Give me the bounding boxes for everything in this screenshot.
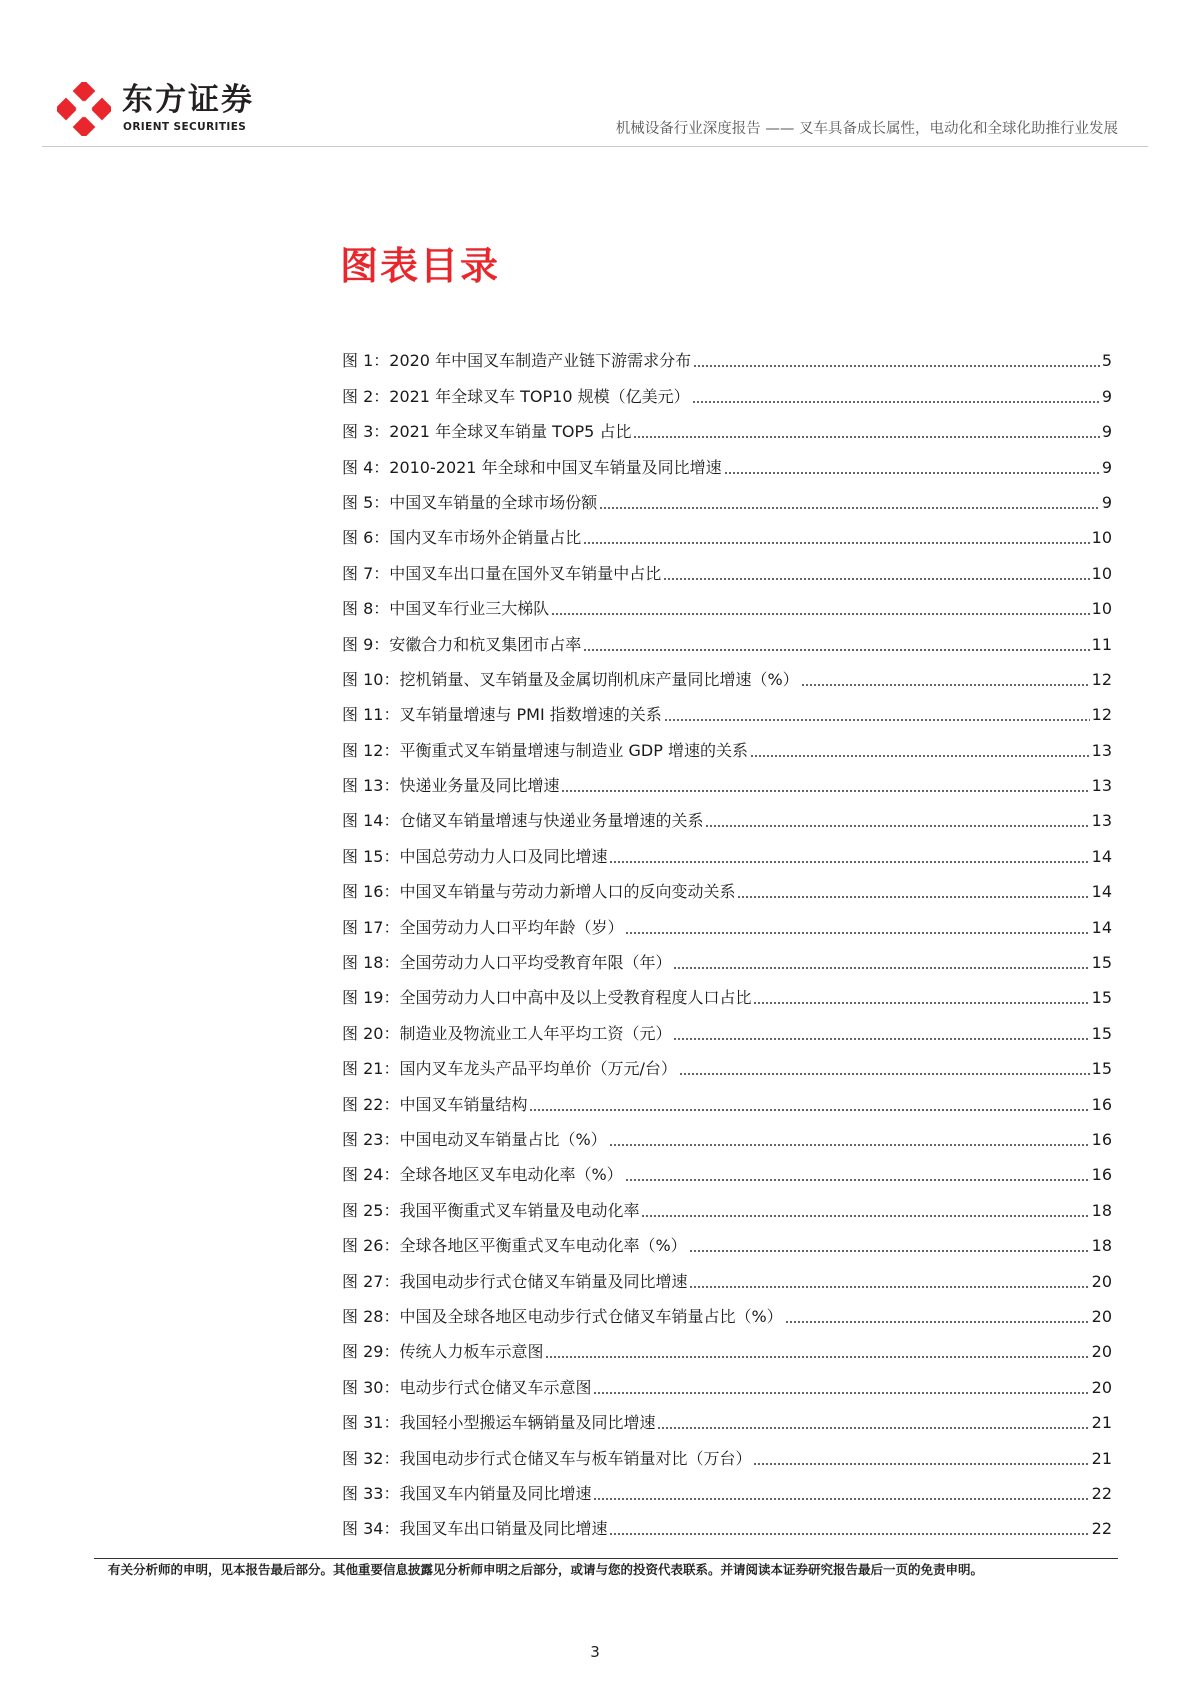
toc-entry[interactable]	[342, 371, 1112, 406]
toc-entry[interactable]	[342, 1469, 1112, 1504]
toc-entry[interactable]	[342, 1327, 1112, 1362]
toc-entry[interactable]	[342, 407, 1112, 442]
footer-disclaimer: 有关分析师的申明，见本报告最后部分。其他重要信息披露见分析师申明之后部分，或请与您的投资代表联系。并请阅读本证券研究报告最后一页的免责申明。	[108, 1562, 984, 1577]
toc-dot-leader	[724, 472, 1100, 474]
toc-entry-page: 9	[1101, 422, 1112, 442]
toc-entry-label: 图 16：中国叉车销量与劳动力新增人口的反向变动关系	[342, 882, 736, 902]
toc-dot-leader	[545, 1356, 1089, 1358]
report-subtitle: 机械设备行业深度报告 —— 叉车具备成长属性，电动化和全球化助推行业发展	[615, 121, 1118, 137]
toc-entry[interactable]	[342, 1292, 1112, 1327]
toc-dot-leader	[664, 719, 1090, 721]
toc-dot-leader	[593, 1498, 1089, 1500]
toc-dot-leader	[689, 1250, 1090, 1252]
toc-entry-label: 图 7：中国叉车出口量在国外叉车销量中占比	[342, 563, 662, 583]
toc-entry[interactable]	[342, 1150, 1112, 1185]
toc-entry-label: 图 19：全国劳动力人口中高中及以上受教育程度人口占比	[342, 988, 752, 1008]
toc-entry[interactable]	[342, 619, 1112, 654]
toc-entry-label: 图 25：我国平衡重式叉车销量及电动化率	[342, 1200, 640, 1220]
toc-entry-label: 图 22：中国叉车销量结构	[342, 1094, 528, 1114]
toc-entry[interactable]	[342, 690, 1112, 725]
toc-entry-label: 图 2：2021 年全球叉车 TOP10 规模（亿美元）	[342, 386, 690, 406]
toc-entry[interactable]	[342, 725, 1112, 760]
toc-dot-leader	[801, 684, 1090, 686]
toc-entry-page: 14	[1091, 882, 1112, 902]
toc-entry-page: 14	[1091, 846, 1112, 866]
toc-entry-label: 图 33：我国叉车内销量及同比增速	[342, 1483, 592, 1503]
toc-entry[interactable]	[342, 1044, 1112, 1079]
toc-entry-page: 15	[1091, 953, 1112, 973]
toc-entry-label: 图 11：叉车销量增速与 PMI 指数增速的关系	[342, 705, 662, 725]
toc-entry[interactable]	[342, 336, 1112, 371]
toc-entry-label: 图 5：中国叉车销量的全球市场份额	[342, 492, 598, 512]
toc-entry[interactable]	[342, 655, 1112, 690]
toc-entry[interactable]	[342, 1185, 1112, 1220]
toc-entry-page: 18	[1091, 1236, 1112, 1256]
toc-entry-label: 图 27：我国电动步行式仓储叉车销量及同比增速	[342, 1271, 688, 1291]
toc-dot-leader	[609, 861, 1089, 863]
toc-entry-label: 图 24：全球各地区叉车电动化率（%）	[342, 1165, 623, 1185]
toc-entry[interactable]	[342, 478, 1112, 513]
toc-entry-label: 图 17：全国劳动力人口平均年龄（岁）	[342, 917, 624, 937]
toc-entry[interactable]	[342, 831, 1112, 866]
toc-entry-label: 图 10：挖机销量、叉车销量及金属切削机床产量同比增速（%）	[342, 669, 799, 689]
toc-entry-label: 图 30：电动步行式仓储叉车示意图	[342, 1377, 592, 1397]
orient-securities-logo-icon	[57, 82, 111, 136]
toc-dot-leader	[625, 932, 1089, 934]
toc-dot-leader	[753, 1002, 1089, 1004]
toc-dot-leader	[673, 1038, 1089, 1040]
toc-entry[interactable]	[342, 1398, 1112, 1433]
toc-dot-leader	[561, 790, 1089, 792]
toc-entry-page: 9	[1101, 492, 1112, 512]
toc-entry-page: 15	[1091, 1059, 1112, 1079]
toc-entry-label: 图 31：我国轻小型搬运车辆销量及同比增速	[342, 1413, 656, 1433]
toc-entry[interactable]	[342, 867, 1112, 902]
toc-dot-leader	[673, 967, 1089, 969]
toc-dot-leader	[609, 1533, 1089, 1535]
toc-dot-leader	[689, 1286, 1089, 1288]
toc-entry-label: 图 4：2010-2021 年全球和中国叉车销量及同比增速	[342, 457, 722, 477]
toc-dot-leader	[750, 755, 1090, 757]
toc-entry[interactable]	[342, 548, 1112, 583]
toc-entry[interactable]	[342, 1256, 1112, 1291]
toc-entry[interactable]	[342, 513, 1112, 548]
toc-entry-page: 5	[1101, 351, 1112, 371]
header-divider	[42, 146, 1148, 147]
toc-entry-page: 10	[1091, 599, 1112, 619]
toc-entry-page: 12	[1091, 669, 1112, 689]
toc-entry-label: 图 3：2021 年全球叉车销量 TOP5 占比	[342, 422, 632, 442]
toc-entry[interactable]	[342, 1008, 1112, 1043]
toc-dot-leader	[657, 1427, 1089, 1429]
toc-dot-leader	[693, 365, 1100, 367]
toc-entry-page: 18	[1091, 1200, 1112, 1220]
toc-entry[interactable]	[342, 761, 1112, 796]
toc-entry-page: 9	[1101, 457, 1112, 477]
toc-dot-leader	[633, 436, 1099, 438]
toc-entry-label: 图 18：全国劳动力人口平均受教育年限（年）	[342, 953, 672, 973]
toc-entry[interactable]	[342, 442, 1112, 477]
toc-dot-leader	[737, 896, 1089, 898]
toc-entry-page: 20	[1091, 1306, 1112, 1326]
page-number: 3	[590, 1643, 600, 1661]
toc-entry[interactable]	[342, 902, 1112, 937]
toc-dot-leader	[692, 401, 1100, 403]
toc-entry-label: 图 8：中国叉车行业三大梯队	[342, 599, 550, 619]
toc-dot-leader	[785, 1321, 1090, 1323]
toc-dot-leader	[753, 1463, 1089, 1465]
toc-dot-leader	[663, 578, 1089, 580]
toc-entry[interactable]	[342, 973, 1112, 1008]
toc-entry-label: 图 21：国内叉车龙头产品平均单价（万元/台）	[342, 1059, 677, 1079]
toc-dot-leader	[529, 1109, 1089, 1111]
toc-entry-page: 16	[1091, 1094, 1112, 1114]
toc-dot-leader	[625, 1179, 1090, 1181]
toc-dot-leader	[609, 1144, 1090, 1146]
toc-entry-page: 22	[1091, 1483, 1112, 1503]
toc-entry[interactable]	[342, 938, 1112, 973]
toc-entry[interactable]	[342, 1115, 1112, 1150]
toc-entry-page: 15	[1091, 1023, 1112, 1043]
toc-entry-label: 图 32：我国电动步行式仓储叉车与板车销量对比（万台）	[342, 1448, 752, 1468]
toc-entry[interactable]	[342, 796, 1112, 831]
toc-entry-label: 图 9：安徽合力和杭叉集团市占率	[342, 634, 582, 654]
figure-index-list	[342, 336, 1112, 1539]
toc-entry[interactable]	[342, 1221, 1112, 1256]
toc-title: 图表目录	[340, 244, 501, 288]
toc-entry-page: 10	[1091, 528, 1112, 548]
toc-dot-leader	[583, 649, 1089, 651]
toc-entry-label: 图 20：制造业及物流业工人年平均工资（元）	[342, 1023, 672, 1043]
toc-entry-page: 20	[1091, 1342, 1112, 1362]
toc-entry[interactable]	[342, 1504, 1112, 1539]
brand-name-en: ORIENT SECURITIES	[123, 121, 247, 133]
toc-entry-page: 21	[1091, 1413, 1112, 1433]
toc-dot-leader	[593, 1392, 1089, 1394]
toc-entry[interactable]	[342, 1362, 1112, 1397]
toc-entry[interactable]	[342, 1079, 1112, 1114]
toc-entry-page: 21	[1091, 1448, 1112, 1468]
toc-entry-page: 22	[1091, 1519, 1112, 1539]
toc-entry-label: 图 14：仓储叉车销量增速与快递业务量增速的关系	[342, 811, 704, 831]
toc-entry-page: 11	[1091, 634, 1112, 654]
toc-entry-label: 图 29：传统人力板车示意图	[342, 1342, 544, 1362]
toc-entry-label: 图 28：中国及全球各地区电动步行式仓储叉车销量占比（%）	[342, 1306, 783, 1326]
toc-entry[interactable]	[342, 584, 1112, 619]
toc-entry-page: 16	[1091, 1165, 1112, 1185]
toc-dot-leader	[551, 613, 1089, 615]
toc-entry-page: 10	[1091, 563, 1112, 583]
toc-entry-page: 13	[1091, 811, 1112, 831]
toc-dot-leader	[641, 1215, 1089, 1217]
toc-entry-page: 12	[1091, 705, 1112, 725]
toc-dot-leader	[599, 507, 1100, 509]
toc-entry-label: 图 12：平衡重式叉车销量增速与制造业 GDP 增速的关系	[342, 740, 748, 760]
toc-dot-leader	[583, 542, 1089, 544]
toc-entry-page: 13	[1091, 740, 1112, 760]
toc-entry-page: 20	[1091, 1377, 1112, 1397]
toc-entry-page: 9	[1101, 386, 1112, 406]
toc-entry-label: 图 15：中国总劳动力人口及同比增速	[342, 846, 608, 866]
toc-entry-label: 图 23：中国电动叉车销量占比（%）	[342, 1129, 607, 1149]
toc-entry-page: 20	[1091, 1271, 1112, 1291]
toc-dot-leader	[705, 825, 1089, 827]
toc-entry-label: 图 26：全球各地区平衡重式叉车电动化率（%）	[342, 1236, 687, 1256]
toc-entry-page: 16	[1091, 1129, 1112, 1149]
toc-entry-page: 13	[1091, 776, 1112, 796]
page-header	[0, 0, 1190, 150]
toc-entry-label: 图 6：国内叉车市场外企销量占比	[342, 528, 582, 548]
toc-entry-label: 图 13：快递业务量及同比增速	[342, 776, 560, 796]
toc-entry-label: 图 34：我国叉车出口销量及同比增速	[342, 1519, 608, 1539]
toc-entry-page: 14	[1091, 917, 1112, 937]
toc-entry-label: 图 1：2020 年中国叉车制造产业链下游需求分布	[342, 351, 692, 371]
toc-dot-leader	[679, 1073, 1090, 1075]
toc-entry[interactable]	[342, 1433, 1112, 1468]
toc-entry-page: 15	[1091, 988, 1112, 1008]
footer-divider	[94, 1558, 1118, 1559]
brand-name-cn: 东方证券	[122, 82, 254, 118]
